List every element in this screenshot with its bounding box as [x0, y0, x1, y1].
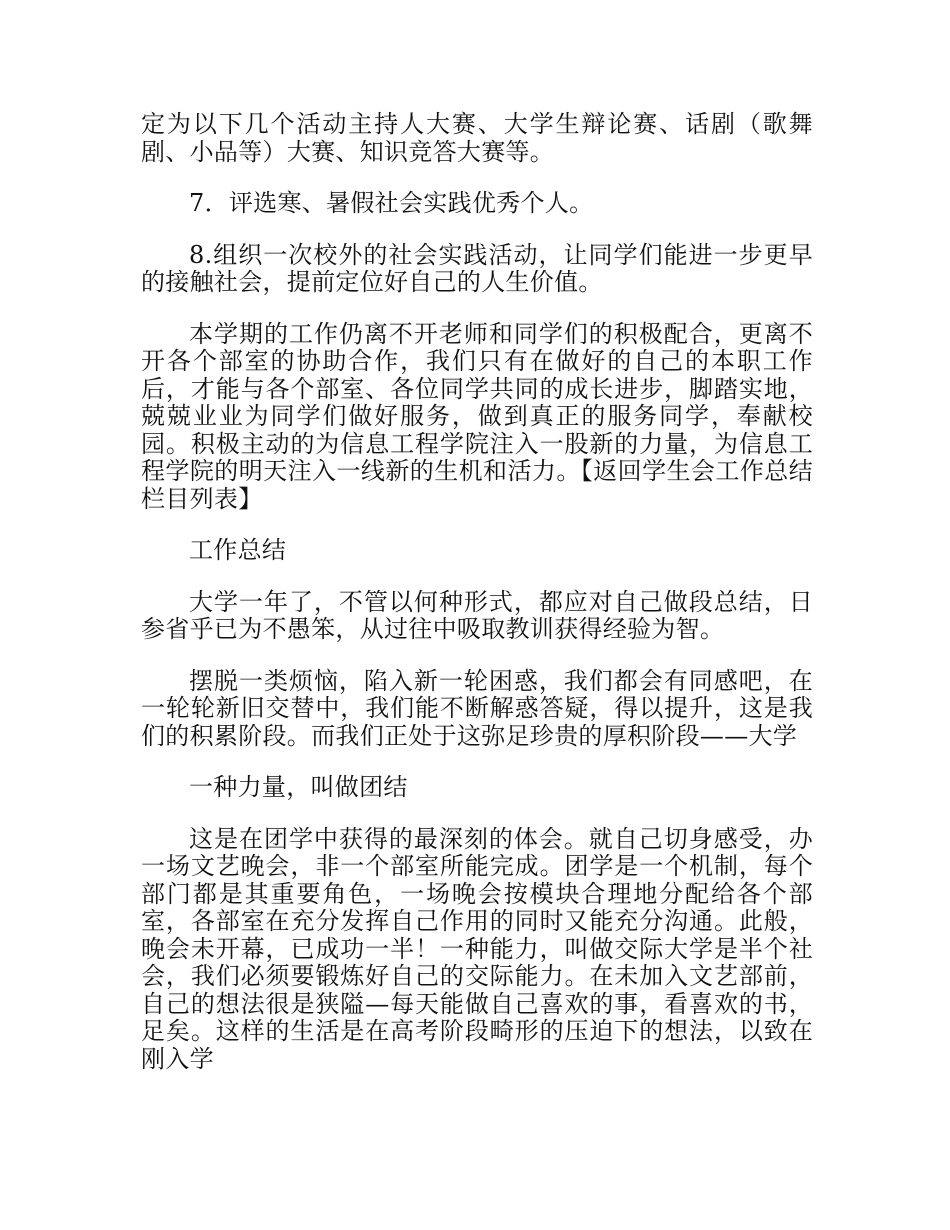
paragraph-experience: 这是在团学中获得的最深刻的体会。就自己切身感受，办一场文艺晚会，非一个部室所能完成。团学是一个机制，每个部门都是其重要角色，一场晚会按模块合理地分配给各个部室，各部室在充分发挥自己作用的同时又能充分沟通。此般，晚会未开幕，已成功一半！一种能力，叫做交际大学是半个社会，我们必须要锻炼好自己的交际能力。在未加入文艺部前，自己的想法很是狭隘—每天能做自己喜欢的事，看喜欢的书，足矣。这样的生活是在高考阶段畸形的压迫下的想法，以致在刚入学: [141, 824, 813, 1073]
paragraph-activities-continued: 定为以下几个活动主持人大赛、大学生辩论赛、话剧（歌舞剧、小品等）大赛、知识竞答大赛等。: [141, 110, 813, 166]
document-page: [141, 111, 813, 1097]
paragraph-item-7: 7．评选寒、暑假社会实践优秀个人。: [189, 189, 594, 217]
paragraph-one-year: 大学一年了，不管以何种形式，都应对自己做段总结，日参省乎已为不愚笨，从过往中吸取教训获得经验为智。: [141, 587, 813, 643]
section-heading-work-summary: 工作总结: [189, 536, 287, 564]
paragraph-semester-work: 本学期的工作仍离不开老师和同学们的积极配合，更离不开各个部室的协助合作，我们只有在做好的自己的本职工作后，才能与各个部室、各位同学共同的成长进步，脚踏实地，兢兢业业为同学们做好服务，做到真正的服务同学，奉献校园。积极主动的为信息工程学院注入一股新的力量，为信息工程学院的明天注入一线新的生机和活力。【返回学生会工作总结栏目列表】: [141, 319, 813, 513]
paragraph-accumulation: 摆脱一类烦恼，陷入新一轮困惑，我们都会有同感吧，在一轮轮新旧交替中，我们能不断解惑答疑，得以提升，这是我们的积累阶段。而我们正处于这弥足珍贵的厚积阶段——大学: [141, 666, 813, 750]
section-heading-unity: 一种力量，叫做团结: [189, 773, 408, 801]
paragraph-item-8: 8.组织一次校外的社会实践活动，让同学们能进一步更早的接触社会，提前定位好自己的人生价值。: [141, 240, 813, 296]
